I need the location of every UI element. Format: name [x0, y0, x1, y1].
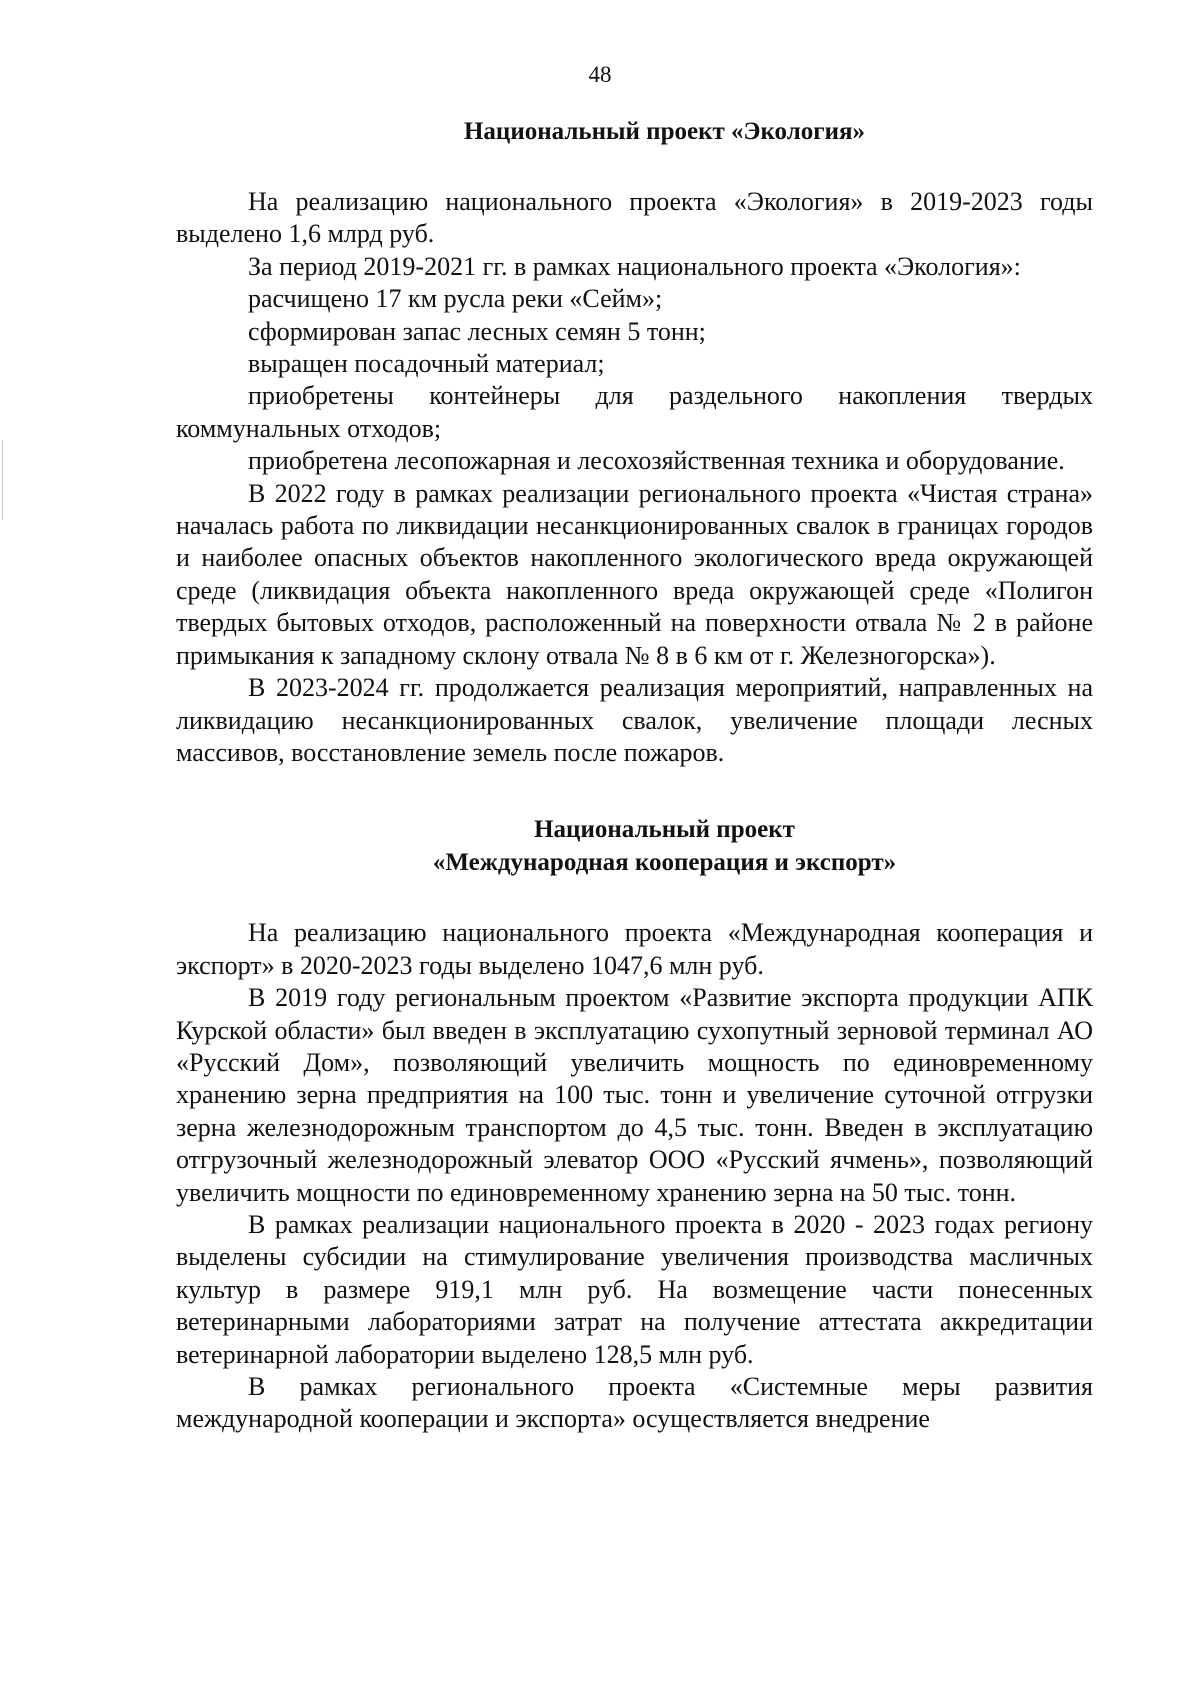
paragraph: В рамках реализации национального проекта в 2020 - 2023 годах региону выделены субсидии на стимулирование увеличения производства масличных культур в размере 919,1 млн руб. На возмещение части понесенных ветеринарными лабораториями затрат на получение аттестата аккредитации ветеринарной лаборатории выделено 128,5 млн руб.	[176, 1209, 1093, 1369]
list-item: приобретены контейнеры для раздельного накопления твердых коммунальных отходов;	[176, 381, 1093, 443]
paragraph: В 2019 году региональным проектом «Развитие экспорта продукции АПК Курской области» был введен в эксплуатацию сухопутный зерновой терминал АО «Русский Дом», позволяющий увеличить мощность по единовременному хранению зерна предприятия на 100 тыс. тонн и увеличение суточной отгрузки зерна железнодорожным транспортом до 4,5 тыс. тонн. Введен в эксплуатацию отгрузочный железнодорожный элеватор ООО «Русский ячмень», позволяющий увеличить мощности по единовременному хранению зерна на 50 тыс. тонн.	[176, 983, 1093, 1207]
list-item: приобретена лесопожарная и лесохозяйственная техника и оборудование.	[248, 446, 1065, 476]
section-export-title-line-1: Национальный проект	[534, 816, 795, 844]
paragraph: За период 2019-2021 гг. в рамках национального проекта «Экология»:	[248, 251, 1021, 281]
list-item: выращен посадочный материал;	[248, 349, 605, 379]
page-number: 48	[588, 62, 612, 87]
paragraph: На реализацию национального проекта «Экология» в 2019-2023 годы выделено 1,6 млрд руб.	[176, 187, 1093, 249]
list-item: расчищено 17 км русла реки «Сейм»;	[248, 284, 663, 314]
section-export-title-line-2: «Международная кооперация и экспорт»	[432, 849, 897, 877]
paragraph: В рамках регионального проекта «Системные меры развития международной кооперации и экспорта» осуществляется внедрение	[176, 1372, 1093, 1434]
document-body	[176, 115, 1093, 1436]
section-export-title	[176, 813, 1093, 879]
paragraph: В 2022 году в рамках реализации регионального проекта «Чистая страна» началась работа по ликвидации несанкционированных свалок в границах городов и наиболее опасных объектов накопленного экологического вреда окружающей среде (ликвидация объекта накопленного вреда окружающей среде «Полигон твердых бытовых отходов, расположенный на поверхности отвала № 2 в районе примыкания к западному склону отвала № 8 в 6 км от г. Железногорска»).	[176, 478, 1093, 670]
scan-edge-mark	[2, 440, 3, 520]
paragraph: На реализацию национального проекта «Международная кооперация и экспорт» в 2020-2023 годы выделено 1047,6 млн руб.	[176, 918, 1093, 980]
paragraph: В 2023-2024 гг. продолжается реализация мероприятий, направленных на ликвидацию несанкционированных свалок, увеличение площади лесных массивов, восстановление земель после пожаров.	[176, 673, 1093, 767]
list-item: сформирован запас лесных семян 5 тонн;	[248, 316, 706, 346]
section-ecology-title: Национальный проект «Экология»	[463, 118, 866, 145]
